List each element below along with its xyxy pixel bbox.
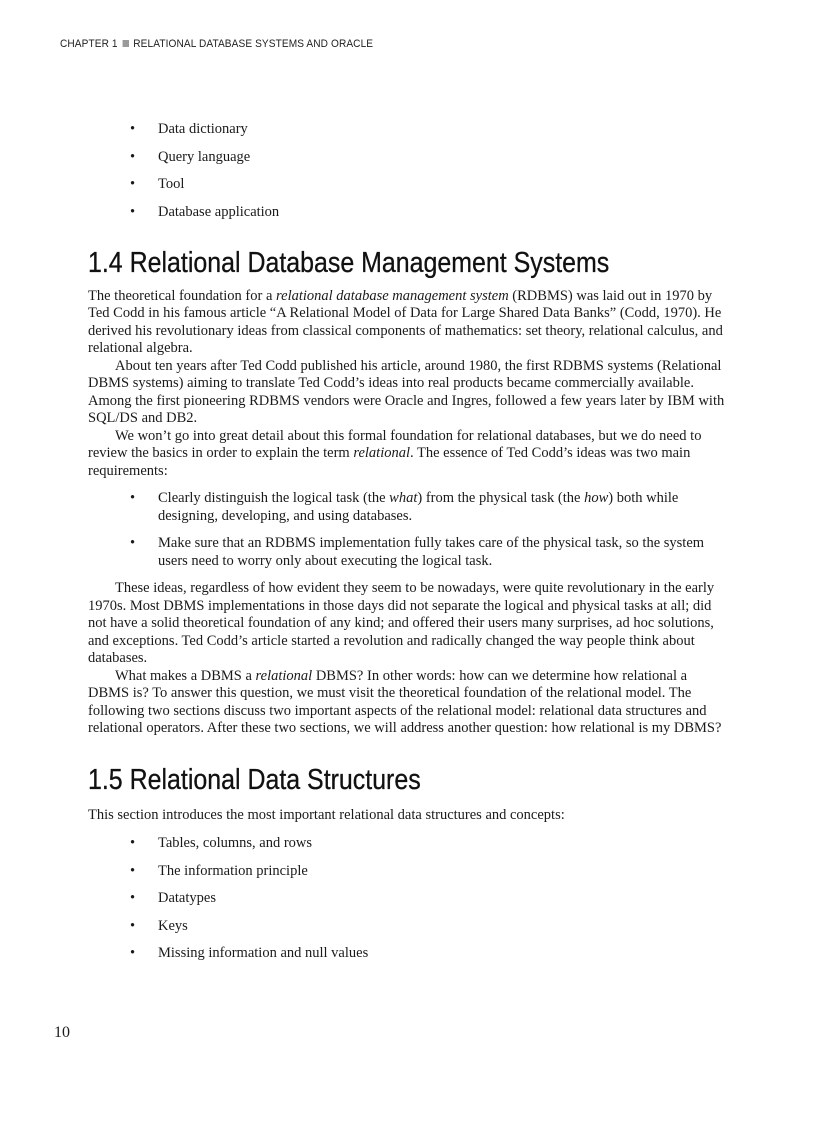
bullet-icon: • [130, 862, 136, 879]
list-item: • Data dictionary [130, 121, 248, 137]
bullet-icon: • [130, 203, 136, 220]
paragraph: We won’t go into great detail about this formal foundation for relational databases, but we do need to review the basics in order to explain the term relational. The essence of Ted Codd’s ideas was two main requirements: [88, 427, 702, 479]
paragraph: This section introduces the most important relational data structures and concepts: [88, 806, 565, 823]
list-item: • Keys [130, 917, 188, 934]
section-heading-1-4: 1.4 Relational Database Management Systems [88, 246, 610, 279]
list-item: • Tables, columns, and rows [130, 835, 313, 851]
bullet-icon: • [130, 835, 136, 851]
paragraph: What makes a DBMS a relational DBMS? In other words: how can we determine how relational a DBMS is? To answer this question, we must visit the theoretical foundation of the relational model. The following two sections discuss two important aspects of the relational model: relational data structures and relational operators. After these two sections, we will address another question: how relational is my DBMS? [88, 667, 722, 736]
requirements-list [88, 490, 728, 570]
list-item: • The information principle [130, 862, 308, 879]
list-item: • Datatypes [130, 890, 216, 906]
list-item: • Tool [130, 176, 185, 192]
bullet-icon: • [130, 148, 136, 165]
list-item: • Clearly distinguish the logical task (the what) from the physical task (the how) both while designing, developing, and using databases. [130, 490, 679, 524]
running-head [60, 38, 373, 50]
section-heading-1-5: 1.5 Relational Data Structures [88, 763, 421, 796]
bullet-icon: • [130, 890, 136, 906]
bullet-icon: • [130, 176, 136, 192]
paragraph: About ten years after Ted Codd published his article, around 1980, the first RDBMS systems (Relational DBMS systems) aiming to translate Ted Codd’s ideas into real products became commercially available. Among the first pioneering RDBMS vendors were Oracle and Ingres, followed a few years later by IBM with SQL/DS and DB2. [88, 357, 725, 426]
bullet-icon: • [130, 121, 136, 137]
list-item: • Missing information and null values [130, 945, 369, 961]
separator-square-icon [122, 40, 128, 47]
bullet-icon: • [130, 917, 136, 934]
concepts-bullet-list [88, 834, 728, 962]
running-head-chapter: CHAPTER 1 [60, 38, 118, 50]
paragraph: The theoretical foundation for a relational database management system (RDBMS) was laid out in 1970 by Ted Codd in his famous article “A Relational Model of Data for Large Shared Data Banks” (Codd, 1970). He derived his revolutionary ideas from classical components of mathematics: set theory, relational calculus, and relational algebra. [88, 287, 723, 356]
list-item: • Make sure that an RDBMS implementation fully takes care of the physical task, so the system users need to worry only about executing the logical task. [130, 535, 705, 569]
bullet-icon: • [130, 945, 136, 961]
page-body [88, 120, 728, 972]
list-item: • Database application [130, 203, 280, 220]
running-head-title: RELATIONAL DATABASE SYSTEMS AND ORACLE [133, 38, 374, 50]
top-bullet-list [88, 120, 728, 221]
bullet-icon: • [130, 535, 136, 551]
list-item: • Query language [130, 148, 251, 165]
bullet-icon: • [130, 490, 136, 506]
paragraph: These ideas, regardless of how evident they seem to be nowadays, were quite revolutionary in the early 1970s. Most DBMS implementations in those days did not separate the logical and physical tasks at all; did not have a solid theoretical foundation of any kind; and offered their users many surprises, ad hoc solutions, and exceptions. Ted Codd’s article started a revolution and radically changed the way people think about databases. [88, 580, 715, 666]
page-number: 10 [54, 1024, 70, 1041]
